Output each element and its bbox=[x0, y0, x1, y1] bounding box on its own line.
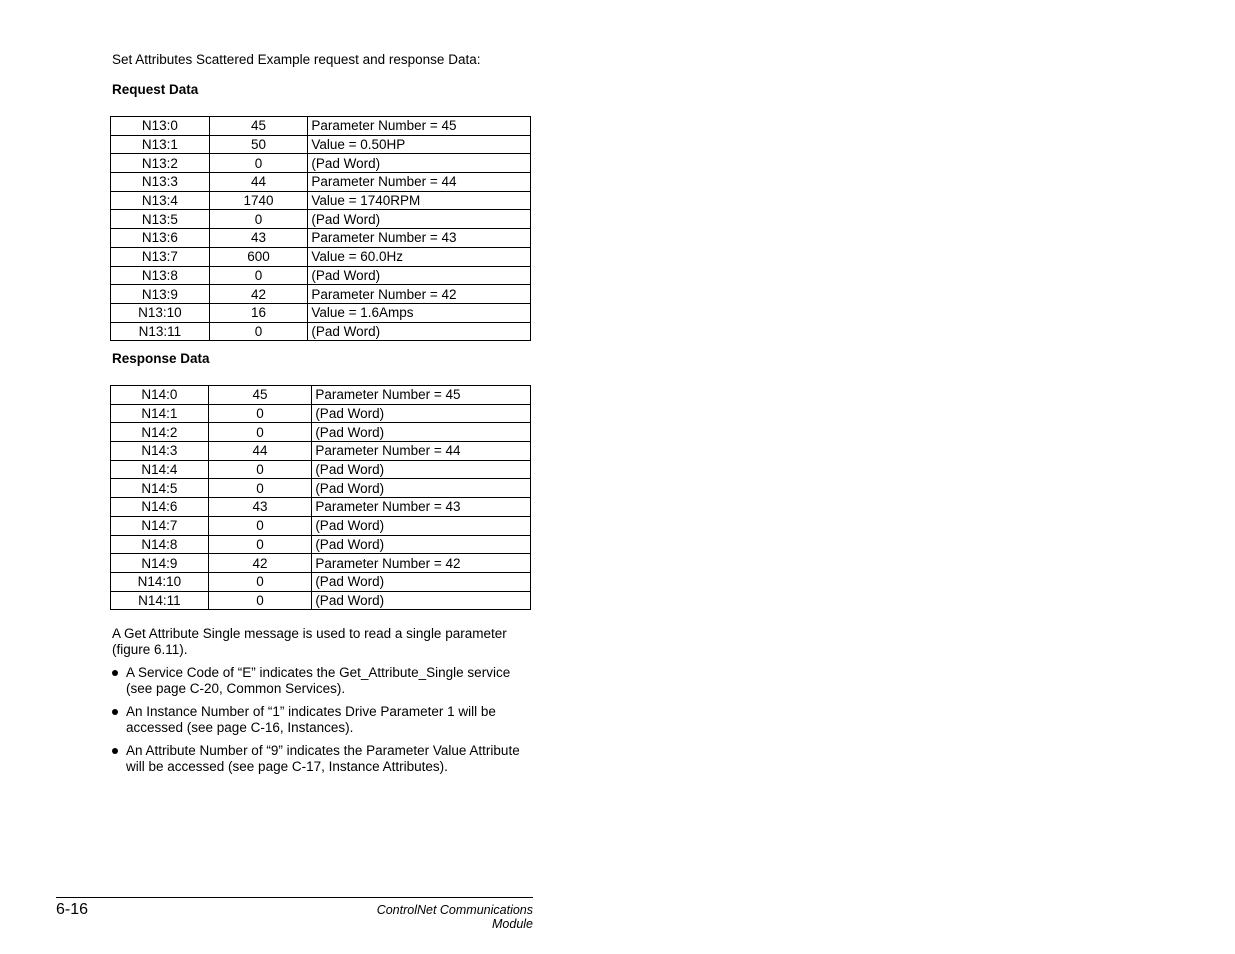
address-cell: N14:11 bbox=[111, 591, 209, 610]
address-cell: N13:9 bbox=[111, 285, 210, 304]
description-cell: Parameter Number = 44 bbox=[308, 173, 531, 192]
intro-text: Set Attributes Scattered Example request and response Data: bbox=[112, 52, 481, 67]
description-cell: (Pad Word) bbox=[312, 404, 531, 423]
address-cell: N14:6 bbox=[111, 498, 209, 517]
value-cell: 16 bbox=[209, 303, 308, 322]
address-cell: N13:7 bbox=[111, 247, 210, 266]
value-cell: 600 bbox=[209, 247, 308, 266]
response-data-table bbox=[110, 385, 531, 610]
description-cell: (Pad Word) bbox=[312, 460, 531, 479]
address-cell: N14:5 bbox=[111, 479, 209, 498]
table-row bbox=[111, 303, 531, 322]
address-cell: N14:7 bbox=[111, 516, 209, 535]
address-cell: N13:5 bbox=[111, 210, 210, 229]
value-cell: 0 bbox=[209, 154, 308, 173]
table-row bbox=[111, 498, 531, 517]
description-cell: (Pad Word) bbox=[308, 154, 531, 173]
description-cell: Value = 1740RPM bbox=[308, 191, 531, 210]
table-row bbox=[111, 386, 531, 405]
table-row bbox=[111, 460, 531, 479]
description-cell: Parameter Number = 45 bbox=[312, 386, 531, 405]
table-row bbox=[111, 591, 531, 610]
bullet-icon bbox=[112, 709, 118, 715]
document-title: ControlNet Communications Module bbox=[376, 903, 533, 931]
bullet-item bbox=[112, 743, 537, 774]
description-cell: Parameter Number = 43 bbox=[308, 229, 531, 248]
value-cell: 42 bbox=[208, 554, 312, 573]
value-cell: 0 bbox=[208, 479, 312, 498]
table-row bbox=[111, 210, 531, 229]
value-cell: 0 bbox=[209, 266, 308, 285]
description-cell: Parameter Number = 45 bbox=[308, 117, 531, 136]
bullet-item bbox=[112, 704, 537, 735]
value-cell: 0 bbox=[208, 572, 312, 591]
value-cell: 43 bbox=[209, 229, 308, 248]
address-cell: N14:10 bbox=[111, 572, 209, 591]
value-cell: 1740 bbox=[209, 191, 308, 210]
address-cell: N14:2 bbox=[111, 423, 209, 442]
description-cell: Value = 0.50HP bbox=[308, 135, 531, 154]
table-row bbox=[111, 135, 531, 154]
bullet-icon bbox=[112, 670, 118, 676]
response-data-heading: Response Data bbox=[112, 351, 210, 366]
table-row bbox=[111, 154, 531, 173]
table-row bbox=[111, 285, 531, 304]
address-cell: N13:3 bbox=[111, 173, 210, 192]
address-cell: N14:3 bbox=[111, 442, 209, 461]
value-cell: 0 bbox=[208, 460, 312, 479]
description-cell: Value = 1.6Amps bbox=[308, 303, 531, 322]
table-row bbox=[111, 322, 531, 341]
description-cell: Parameter Number = 42 bbox=[312, 554, 531, 573]
description-cell: Parameter Number = 43 bbox=[312, 498, 531, 517]
description-paragraph: A Get Attribute Single message is used to read a single parameter (figure 6.11). bbox=[112, 626, 507, 657]
bullet-list bbox=[112, 665, 537, 782]
bullet-item bbox=[112, 665, 537, 696]
description-cell: (Pad Word) bbox=[312, 479, 531, 498]
table-row bbox=[111, 191, 531, 210]
description-cell: (Pad Word) bbox=[308, 322, 531, 341]
footer-divider bbox=[56, 897, 533, 898]
value-cell: 44 bbox=[208, 442, 312, 461]
address-cell: N13:8 bbox=[111, 266, 210, 285]
address-cell: N13:6 bbox=[111, 229, 210, 248]
table-row bbox=[111, 247, 531, 266]
address-cell: N13:2 bbox=[111, 154, 210, 173]
table-row bbox=[111, 479, 531, 498]
value-cell: 0 bbox=[209, 322, 308, 341]
description-cell: Value = 60.0Hz bbox=[308, 247, 531, 266]
description-cell: Parameter Number = 42 bbox=[308, 285, 531, 304]
address-cell: N14:1 bbox=[111, 404, 209, 423]
value-cell: 0 bbox=[208, 535, 312, 554]
table-row bbox=[111, 554, 531, 573]
address-cell: N14:4 bbox=[111, 460, 209, 479]
value-cell: 0 bbox=[208, 516, 312, 535]
value-cell: 0 bbox=[208, 404, 312, 423]
value-cell: 0 bbox=[209, 210, 308, 229]
description-cell: Parameter Number = 44 bbox=[312, 442, 531, 461]
description-cell: (Pad Word) bbox=[312, 516, 531, 535]
value-cell: 0 bbox=[208, 591, 312, 610]
table-row bbox=[111, 117, 531, 136]
description-cell: (Pad Word) bbox=[312, 535, 531, 554]
table-row bbox=[111, 572, 531, 591]
address-cell: N14:8 bbox=[111, 535, 209, 554]
table-row bbox=[111, 266, 531, 285]
table-row bbox=[111, 173, 531, 192]
address-cell: N13:0 bbox=[111, 117, 210, 136]
description-cell: (Pad Word) bbox=[308, 266, 531, 285]
value-cell: 42 bbox=[209, 285, 308, 304]
description-cell: (Pad Word) bbox=[312, 591, 531, 610]
value-cell: 50 bbox=[209, 135, 308, 154]
table-row bbox=[111, 516, 531, 535]
description-cell: (Pad Word) bbox=[308, 210, 531, 229]
table-row bbox=[111, 535, 531, 554]
address-cell: N13:1 bbox=[111, 135, 210, 154]
description-cell: (Pad Word) bbox=[312, 572, 531, 591]
request-data-table bbox=[110, 116, 531, 341]
value-cell: 0 bbox=[208, 423, 312, 442]
description-cell: (Pad Word) bbox=[312, 423, 531, 442]
table-row bbox=[111, 404, 531, 423]
bullet-text: An Attribute Number of “9” indicates the Parameter Value Attribute will be accessed (see page C-17, Instance Attributes). bbox=[126, 743, 520, 774]
value-cell: 45 bbox=[209, 117, 308, 136]
request-data-heading: Request Data bbox=[112, 82, 199, 97]
address-cell: N13:11 bbox=[111, 322, 210, 341]
value-cell: 45 bbox=[208, 386, 312, 405]
address-cell: N14:0 bbox=[111, 386, 209, 405]
value-cell: 43 bbox=[208, 498, 312, 517]
address-cell: N13:10 bbox=[111, 303, 210, 322]
bullet-icon bbox=[112, 748, 118, 754]
page-number: 6-16 bbox=[56, 901, 89, 918]
bullet-text: An Instance Number of “1” indicates Drive Parameter 1 will be accessed (see page C-16, Instances). bbox=[126, 704, 496, 735]
address-cell: N13:4 bbox=[111, 191, 210, 210]
table-row bbox=[111, 442, 531, 461]
bullet-text: A Service Code of “E” indicates the Get_Attribute_Single service (see page C-20, Common Services). bbox=[126, 665, 511, 696]
table-row bbox=[111, 423, 531, 442]
address-cell: N14:9 bbox=[111, 554, 209, 573]
value-cell: 44 bbox=[209, 173, 308, 192]
table-row bbox=[111, 229, 531, 248]
